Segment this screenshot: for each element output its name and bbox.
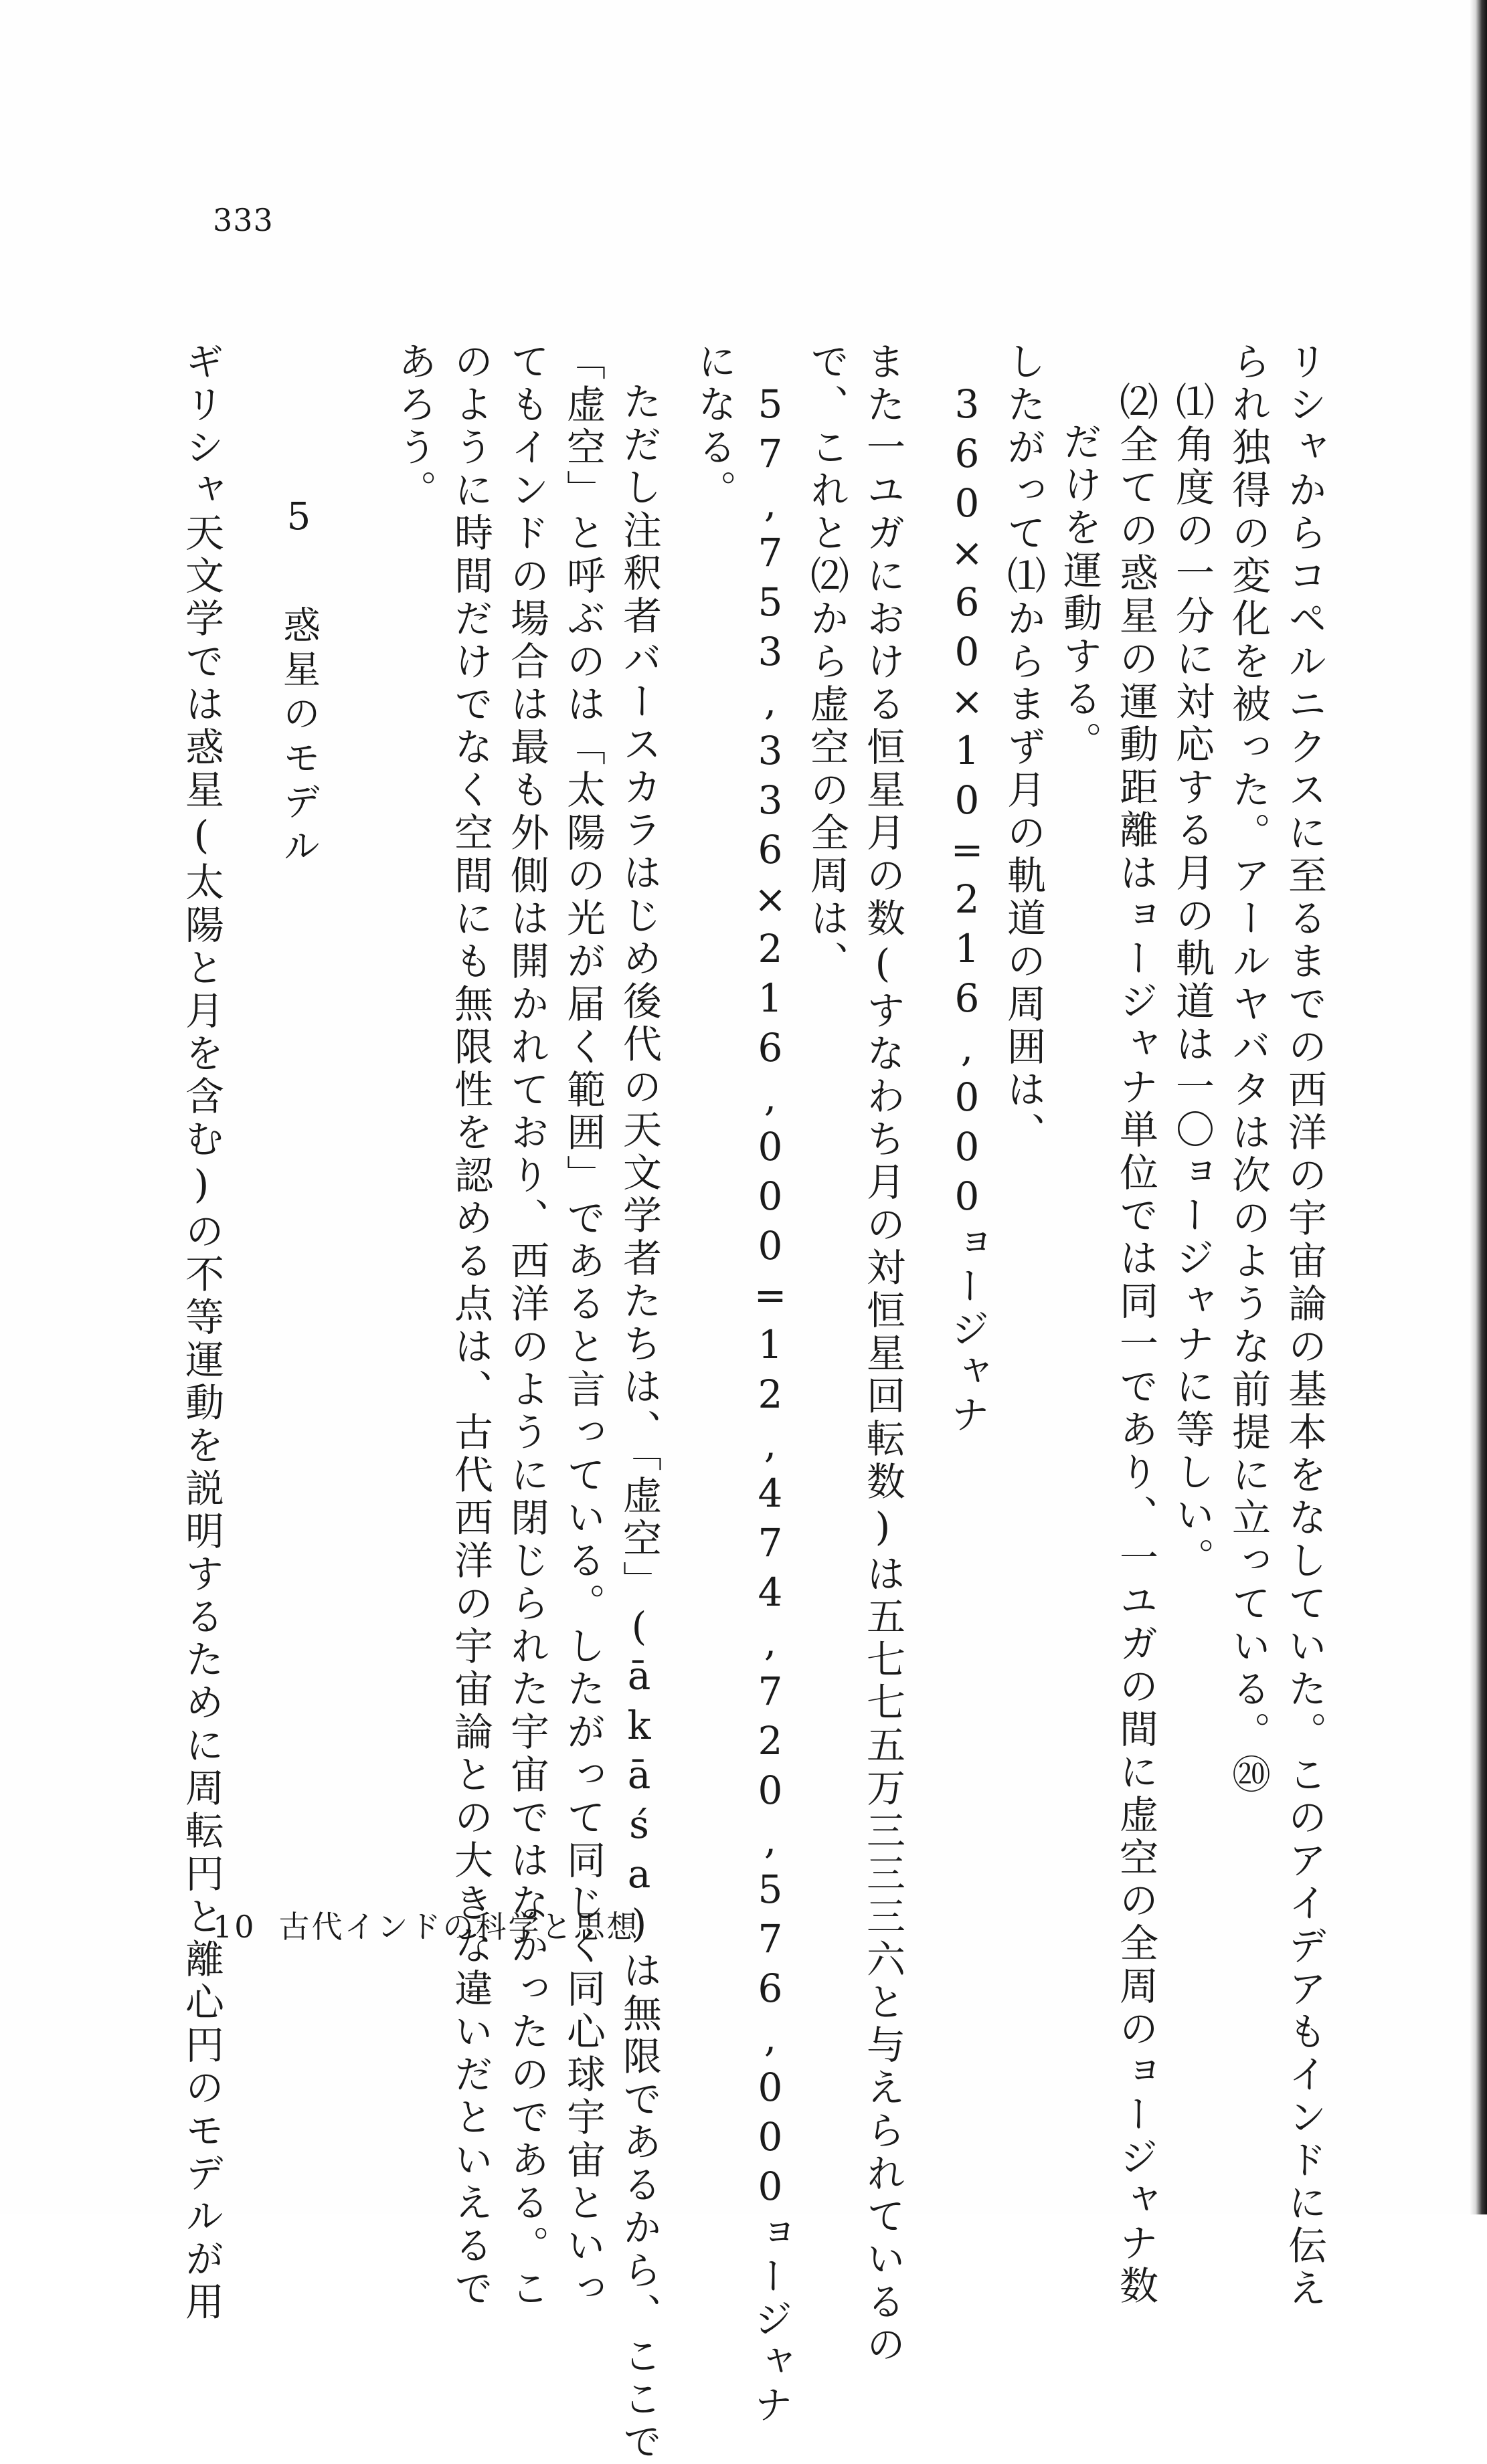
chapter-number: 10 — [213, 1909, 256, 1945]
section-title: 惑星のモデル — [277, 605, 321, 870]
section-number: 5 — [277, 495, 321, 545]
text-column-16: あろう。 — [391, 341, 437, 512]
text-column-closing: ギリシャ天文学では惑星(太陽と月を含む)の不等運動を説明するために周転円と離心円のモデルが用 — [179, 341, 224, 2324]
text-column-7: 360×60×10=216,000ョージャナ — [944, 381, 990, 1437]
text-column-3: ⑴角度の一分に対応する月の軌道は一〇ョージャナに等しい。 — [1169, 381, 1215, 1580]
text-column-10: 57,753,336×216,000=12,474,720,576,000ョージャナ — [748, 381, 793, 2427]
text-column-1: リシャからコペルニクスに至るまでの西洋の宇宙論の基本をなしていた。このアイデアもインドに伝え — [1282, 341, 1327, 2311]
text-column-6: したがって⑴からまず月の軌道の周囲は、 — [1000, 341, 1046, 1155]
text-column-15: のように時間だけでなく空間にも無限性を認める点は、古代西洋の宇宙論との大きな違いだといえるで — [448, 341, 493, 2311]
body-text — [0, 341, 1487, 2464]
text-column-2: られ独得の変化を被った。アールヤバタは次のような前提に立っている。⑳ — [1225, 341, 1271, 1797]
text-column-11: になる。 — [691, 341, 737, 512]
chapter-title: 古代インドの科学と思想 — [278, 1909, 640, 1945]
page-number: 333 — [213, 202, 274, 238]
text-column-14: てもインドの場合は最も外側は開かれており、西洋のように閉じられた宇宙ではなかったのである。こ — [504, 341, 549, 2311]
text-column-9: で、これと⑵から虚空の全周は、 — [804, 341, 849, 983]
text-column-5: だけを運動する。 — [1057, 421, 1102, 764]
text-column-8: また一ユガにおける恒星月の数(すなわち月の対恒星回転数)は五七七五万三三三六と与えられているの — [860, 341, 905, 2367]
text-column-12: ただし注釈者バースカラはじめ後代の天文学者たちは、「虚空」(ākāśa)は無限であるから、ここで — [616, 381, 662, 2464]
section-heading — [277, 341, 321, 2087]
text-column-4: ⑵全ての惑星の運動距離はョージャナ単位では同一であり、一ユガの間に虚空の全周のョージャナ数 — [1113, 381, 1158, 2308]
text-column-13: 「虚空」と呼ぶのは「太陽の光が届く範囲」であると言っている。したがって同じく同心球宇宙といっ — [560, 341, 606, 2311]
running-footer — [213, 1903, 640, 1947]
